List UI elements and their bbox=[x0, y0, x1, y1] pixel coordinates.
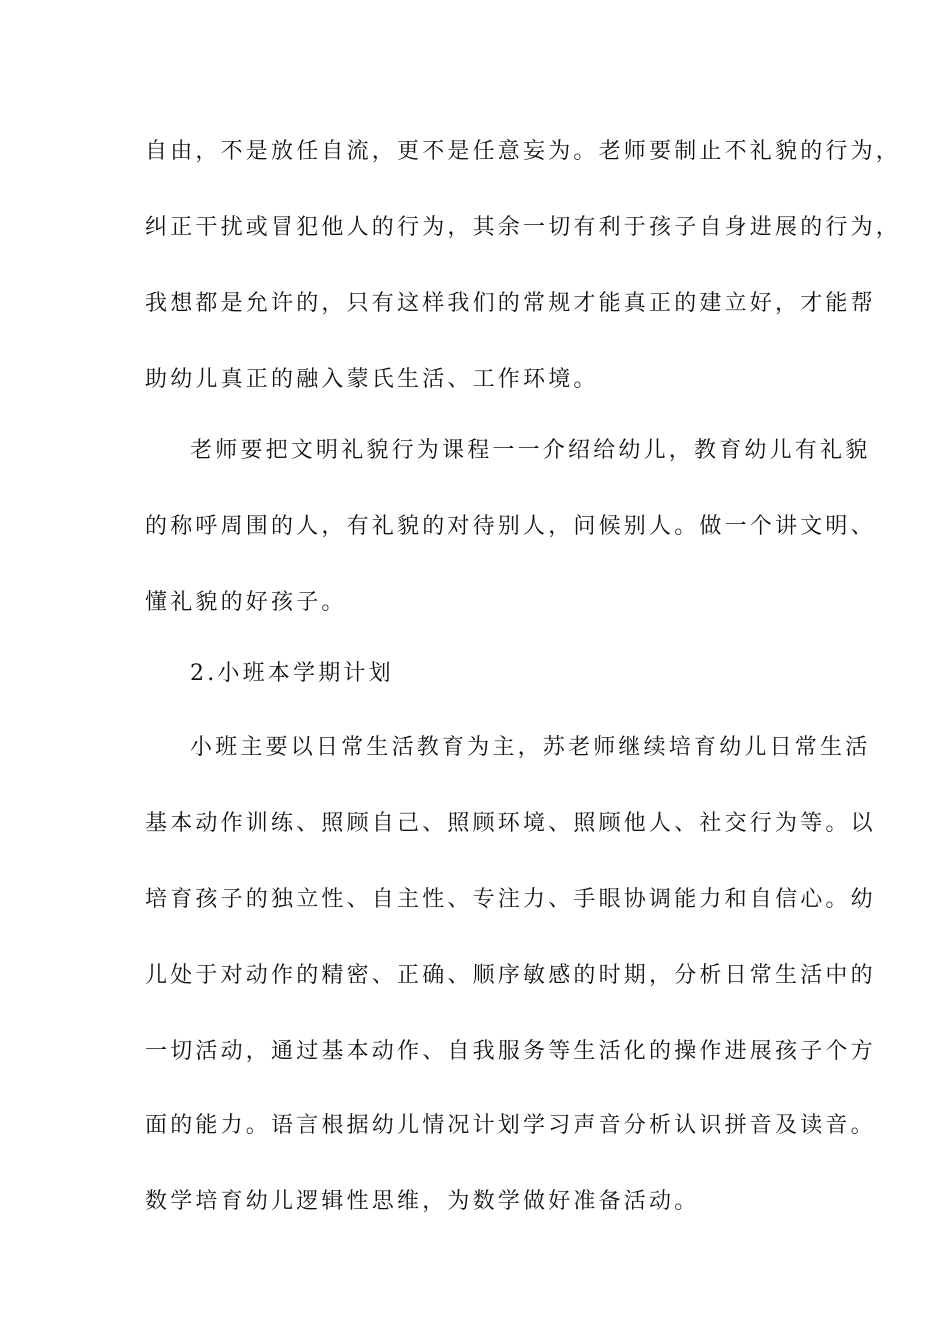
paragraph-line: 的称呼周围的人，有礼貌的对待别人，问候别人。做一个讲文明、 bbox=[145, 514, 876, 539]
paragraph-line: 自由，不是放任自流，更不是任意妄为。老师要制止不礼貌的行为， bbox=[145, 139, 902, 164]
paragraph-line: 儿处于对动作的精密、正确、顺序敏感的时期，分析日常生活中的 bbox=[145, 963, 876, 988]
paragraph-line: 助幼儿真正的融入蒙氏生活、工作环境。 bbox=[145, 367, 599, 392]
paragraph-line: 老师要把文明礼貌行为课程一一介绍给幼儿，教育幼儿有礼貌 bbox=[190, 438, 871, 463]
paragraph-line: 数学培育幼儿逻辑性思维，为数学做好准备活动。 bbox=[145, 1189, 700, 1214]
paragraph-line: 面的能力。语言根据幼儿情况计划学习声音分析认识拼音及读音。 bbox=[145, 1113, 876, 1138]
paragraph-line: 培育孩子的独立性、自主性、专注力、手眼协调能力和自信心。幼 bbox=[145, 887, 876, 912]
paragraph-line: 纠正干扰或冒犯他人的行为，其余一切有利于孩子自身进展的行为， bbox=[145, 215, 902, 240]
paragraph-line: 我想都是允许的，只有这样我们的常规才能真正的建立好，才能帮 bbox=[145, 291, 876, 316]
section-heading: 2.小班本学期计划 bbox=[190, 661, 394, 686]
paragraph-line: 一切活动，通过基本动作、自我服务等生活化的操作进展孩子个方 bbox=[145, 1039, 876, 1064]
paragraph-line: 小班主要以日常生活教育为主，苏老师继续培育幼儿日常生活 bbox=[190, 735, 871, 760]
paragraph-line: 基本动作训练、照顾自己、照顾环境、照顾他人、社交行为等。以 bbox=[145, 811, 876, 836]
paragraph-line: 懂礼貌的好孩子。 bbox=[145, 590, 347, 615]
